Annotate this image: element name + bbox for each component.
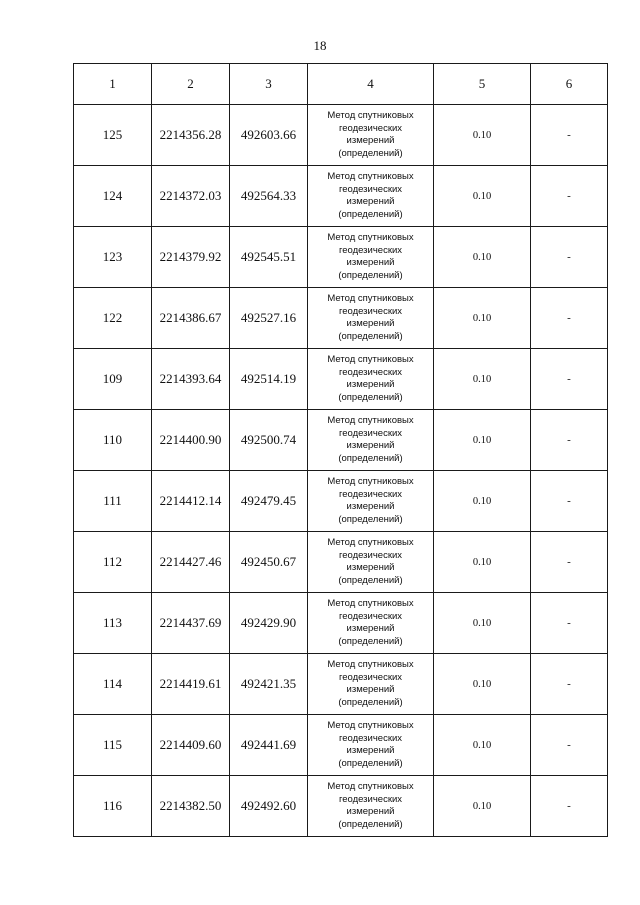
y-coordinate-cell: 492514.19 <box>230 349 308 410</box>
x-coordinate-cell: 2214419.61 <box>152 654 230 715</box>
method-line: геодезических <box>338 732 403 744</box>
y-coordinate-cell: 492429.90 <box>230 593 308 654</box>
method-line: (определений) <box>338 818 403 830</box>
note-cell: - <box>531 715 608 776</box>
accuracy-cell: 0.10 <box>434 776 531 837</box>
x-coordinate-cell: 2214379.92 <box>152 227 230 288</box>
method-line: Метод спутниковых <box>327 110 414 121</box>
table-body <box>74 105 608 837</box>
method-line: (определений) <box>338 696 403 708</box>
x-coordinate-cell: 2214400.90 <box>152 410 230 471</box>
note-cell: - <box>531 776 608 837</box>
method-line: геодезических <box>338 183 403 195</box>
method-line: геодезических <box>338 305 403 317</box>
point-number-cell: 122 <box>74 288 152 349</box>
method-line: геодезических <box>338 366 403 378</box>
y-coordinate-cell: 492492.60 <box>230 776 308 837</box>
note-cell: - <box>531 288 608 349</box>
accuracy-cell: 0.10 <box>434 105 531 166</box>
accuracy-cell: 0.10 <box>434 471 531 532</box>
column-header: 4 <box>308 64 434 105</box>
x-coordinate-cell: 2214409.60 <box>152 715 230 776</box>
point-number-cell: 115 <box>74 715 152 776</box>
y-coordinate-cell: 492500.74 <box>230 410 308 471</box>
note-cell: - <box>531 227 608 288</box>
table-row <box>74 227 608 288</box>
column-header: 2 <box>152 64 230 105</box>
method-line: (определений) <box>338 574 403 586</box>
y-coordinate-cell: 492450.67 <box>230 532 308 593</box>
method-line: измерений <box>346 562 395 573</box>
method-line: (определений) <box>338 208 403 220</box>
x-coordinate-cell: 2214356.28 <box>152 105 230 166</box>
method-line: измерений <box>346 257 395 268</box>
table-row <box>74 593 608 654</box>
method-line: Метод спутниковых <box>327 415 414 426</box>
method-cell <box>308 654 434 715</box>
accuracy-cell: 0.10 <box>434 715 531 776</box>
column-header: 6 <box>531 64 608 105</box>
method-line: измерений <box>346 684 395 695</box>
accuracy-cell: 0.10 <box>434 288 531 349</box>
page-number: 18 <box>313 38 327 53</box>
point-number-cell: 116 <box>74 776 152 837</box>
accuracy-cell: 0.10 <box>434 593 531 654</box>
method-cell <box>308 105 434 166</box>
method-cell <box>308 593 434 654</box>
method-line: (определений) <box>338 635 403 647</box>
method-line: (определений) <box>338 330 403 342</box>
note-cell: - <box>531 471 608 532</box>
y-coordinate-cell: 492564.33 <box>230 166 308 227</box>
x-coordinate-cell: 2214372.03 <box>152 166 230 227</box>
note-cell: - <box>531 349 608 410</box>
x-coordinate-cell: 2214412.14 <box>152 471 230 532</box>
table-row <box>74 715 608 776</box>
method-cell <box>308 349 434 410</box>
point-number-cell: 124 <box>74 166 152 227</box>
method-line: (определений) <box>338 513 403 525</box>
accuracy-cell: 0.10 <box>434 410 531 471</box>
method-line: Метод спутниковых <box>327 659 414 670</box>
accuracy-cell: 0.10 <box>434 166 531 227</box>
point-number-cell: 112 <box>74 532 152 593</box>
method-line: (определений) <box>338 452 403 464</box>
table-row <box>74 532 608 593</box>
table-row <box>74 166 608 227</box>
coordinates-table <box>73 63 608 837</box>
y-coordinate-cell: 492441.69 <box>230 715 308 776</box>
method-line: измерений <box>346 745 395 756</box>
method-line: Метод спутниковых <box>327 598 414 609</box>
y-coordinate-cell: 492479.45 <box>230 471 308 532</box>
method-line: измерений <box>346 440 395 451</box>
method-cell <box>308 166 434 227</box>
note-cell: - <box>531 410 608 471</box>
method-line: Метод спутниковых <box>327 293 414 304</box>
method-line: измерений <box>346 135 395 146</box>
method-line: измерений <box>346 623 395 634</box>
method-line: Метод спутниковых <box>327 476 414 487</box>
method-line: (определений) <box>338 147 403 159</box>
method-line: (определений) <box>338 391 403 403</box>
method-line: Метод спутниковых <box>327 537 414 548</box>
note-cell: - <box>531 593 608 654</box>
method-line: Метод спутниковых <box>327 171 414 182</box>
table-row <box>74 471 608 532</box>
y-coordinate-cell: 492527.16 <box>230 288 308 349</box>
method-cell <box>308 471 434 532</box>
method-line: Метод спутниковых <box>327 720 414 731</box>
method-line: измерений <box>346 806 395 817</box>
note-cell: - <box>531 654 608 715</box>
x-coordinate-cell: 2214393.64 <box>152 349 230 410</box>
method-line: геодезических <box>338 610 403 622</box>
column-header: 1 <box>74 64 152 105</box>
column-header: 5 <box>434 64 531 105</box>
point-number-cell: 109 <box>74 349 152 410</box>
accuracy-cell: 0.10 <box>434 349 531 410</box>
note-cell: - <box>531 105 608 166</box>
method-line: геодезических <box>338 427 403 439</box>
point-number-cell: 114 <box>74 654 152 715</box>
method-line: Метод спутниковых <box>327 232 414 243</box>
method-line: геодезических <box>338 671 403 683</box>
y-coordinate-cell: 492603.66 <box>230 105 308 166</box>
x-coordinate-cell: 2214437.69 <box>152 593 230 654</box>
method-line: измерений <box>346 318 395 329</box>
method-line: измерений <box>346 379 395 390</box>
method-line: геодезических <box>338 793 403 805</box>
y-coordinate-cell: 492421.35 <box>230 654 308 715</box>
table-row <box>74 349 608 410</box>
method-line: (определений) <box>338 757 403 769</box>
accuracy-cell: 0.10 <box>434 532 531 593</box>
method-cell <box>308 288 434 349</box>
accuracy-cell: 0.10 <box>434 227 531 288</box>
point-number-cell: 113 <box>74 593 152 654</box>
method-cell <box>308 776 434 837</box>
method-line: (определений) <box>338 269 403 281</box>
header-row <box>74 64 608 105</box>
accuracy-cell: 0.10 <box>434 654 531 715</box>
method-line: геодезических <box>338 549 403 561</box>
column-header: 3 <box>230 64 308 105</box>
point-number-cell: 123 <box>74 227 152 288</box>
method-line: геодезических <box>338 244 403 256</box>
table-row <box>74 654 608 715</box>
note-cell: - <box>531 166 608 227</box>
method-cell <box>308 715 434 776</box>
table-row <box>74 776 608 837</box>
method-line: измерений <box>346 501 395 512</box>
y-coordinate-cell: 492545.51 <box>230 227 308 288</box>
method-cell <box>308 532 434 593</box>
point-number-cell: 111 <box>74 471 152 532</box>
point-number-cell: 110 <box>74 410 152 471</box>
method-line: геодезических <box>338 488 403 500</box>
table-row <box>74 410 608 471</box>
method-line: измерений <box>346 196 395 207</box>
method-cell <box>308 227 434 288</box>
method-line: Метод спутниковых <box>327 781 414 792</box>
point-number-cell: 125 <box>74 105 152 166</box>
table-row <box>74 288 608 349</box>
method-cell <box>308 410 434 471</box>
method-line: Метод спутниковых <box>327 354 414 365</box>
note-cell: - <box>531 532 608 593</box>
method-line: геодезических <box>338 122 403 134</box>
table-row <box>74 105 608 166</box>
x-coordinate-cell: 2214427.46 <box>152 532 230 593</box>
x-coordinate-cell: 2214382.50 <box>152 776 230 837</box>
x-coordinate-cell: 2214386.67 <box>152 288 230 349</box>
table-header <box>74 64 608 105</box>
